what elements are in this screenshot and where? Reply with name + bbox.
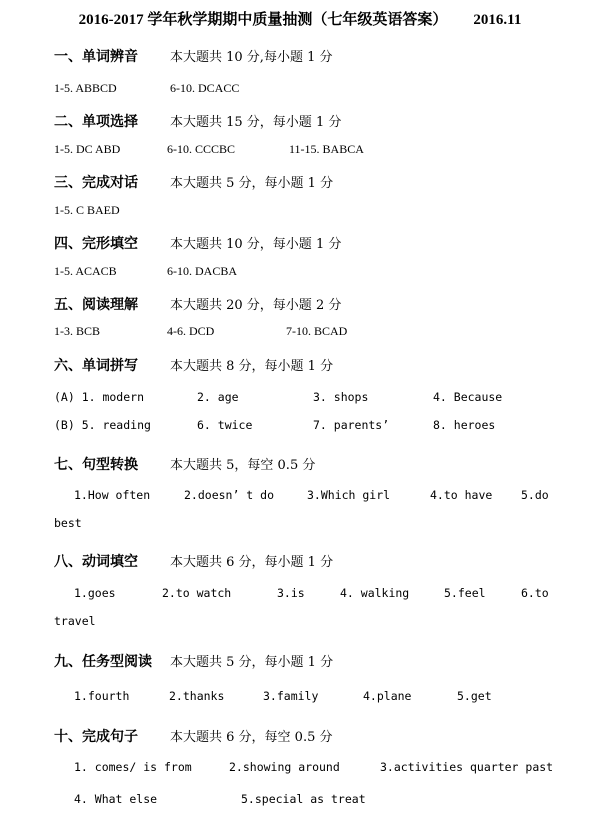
answer-s10-1: 1. comes/ is from [74, 760, 192, 774]
section-10-title: 十、完成句子 [54, 729, 138, 745]
answer-s2-2: 6-10. CCCBC [167, 142, 236, 156]
title-date: 2016.11 [473, 12, 522, 28]
answer-s7-5-cont: best [54, 516, 82, 530]
answer-s8-2: 2.to watch [162, 586, 232, 600]
section-6-title: 六、单词拼写 [54, 358, 138, 374]
page-title [0, 8, 600, 29]
answer-s8-1: 1.goes [74, 586, 116, 600]
answer-s8-5: 5.feel [444, 586, 486, 600]
section-10-desc: 本大题共 6 分，每空 0.5 分 [170, 730, 333, 745]
section-5-desc: 本大题共 20 分，每小题 2 分 [170, 298, 342, 313]
answer-s6-5: (B) 5. reading [54, 418, 151, 432]
section-2-header [54, 111, 341, 131]
answer-s9-1: 1.fourth [74, 689, 130, 703]
section-7-title: 七、句型转换 [54, 457, 138, 473]
answer-s6-8: 8. heroes [433, 418, 496, 432]
answer-s4-1: 1-5. ACACB [54, 264, 117, 278]
answer-s9-5: 5.get [457, 689, 492, 703]
answer-s6-2: 2. age [197, 390, 239, 404]
answer-s10-5: 5.special as treat [241, 792, 366, 806]
answer-s4-2: 6-10. DACBA [167, 264, 238, 278]
section-2-title: 二、单项选择 [54, 114, 138, 130]
section-6-desc: 本大题共 8 分，每小题 1 分 [170, 359, 334, 374]
section-8-desc: 本大题共 6 分，每小题 1 分 [170, 555, 334, 570]
answer-s7-5: 5.do [521, 488, 549, 502]
answer-s8-6: 6.to [521, 586, 549, 600]
answer-s9-2: 2.thanks [169, 689, 225, 703]
answer-s1-2: 6-10. DCACC [170, 81, 240, 95]
answer-s9-4: 4.plane [363, 689, 412, 703]
answer-s7-1: 1.How often [74, 488, 151, 502]
section-5-header [54, 294, 341, 314]
section-3-header [54, 172, 333, 192]
answer-s5-3: 7-10. BCAD [286, 324, 348, 338]
section-8-title: 八、动词填空 [54, 554, 138, 570]
title-main: 2016-2017 学年秋学期期中质量抽测（七年级英语答案） [78, 12, 448, 28]
section-5-title: 五、阅读理解 [54, 297, 138, 313]
answer-s6-4: 4. Because [433, 390, 503, 404]
answer-s2-1: 1-5. DC ABD [54, 142, 121, 156]
section-1-title: 一、单词辨音 [54, 49, 138, 65]
section-10-header [54, 726, 332, 746]
answer-s8-3: 3.is [277, 586, 305, 600]
answer-s10-3: 3.activities quarter past [380, 760, 554, 774]
answer-s6-7: 7. parents’ [313, 418, 390, 432]
answer-s5-1: 1-3. BCB [54, 324, 101, 338]
answer-s7-2: 2.doesn’ t do [184, 488, 275, 502]
section-9-title: 九、任务型阅读 [54, 654, 152, 670]
answer-s6-3: 3. shops [313, 390, 369, 404]
section-2-desc: 本大题共 15 分，每小题 1 分 [170, 115, 342, 130]
answer-s8-4: 4. walking [340, 586, 410, 600]
answer-s7-3: 3.Which girl [307, 488, 391, 502]
answer-s2-3: 11-15. BABCA [289, 142, 364, 156]
section-6-header [54, 355, 333, 375]
section-7-desc: 本大题共 5，每空 0.5 分 [170, 458, 316, 473]
section-9-header [54, 651, 333, 671]
section-3-title: 三、完成对话 [54, 175, 138, 191]
section-1-desc: 本大题共 10 分,每小题 1 分 [170, 50, 333, 65]
section-4-header [54, 233, 341, 253]
answer-s5-2: 4-6. DCD [167, 324, 215, 338]
answer-s8-6-cont: travel [54, 614, 96, 628]
answer-s1-1: 1-5. ABBCD [54, 81, 117, 95]
answer-s6-6: 6. twice [197, 418, 253, 432]
answer-s10-2: 2.showing around [229, 760, 340, 774]
section-1-header [54, 46, 332, 66]
section-9-desc: 本大题共 5 分，每小题 1 分 [170, 655, 334, 670]
section-3-desc: 本大题共 5 分，每小题 1 分 [170, 176, 334, 191]
answer-s3-1: 1-5. C BAED [54, 203, 120, 217]
section-4-title: 四、完形填空 [54, 236, 138, 252]
section-7-header [54, 454, 315, 474]
answer-s9-3: 3.family [263, 689, 319, 703]
answer-s6-1: (A) 1. modern [54, 390, 145, 404]
section-4-desc: 本大题共 10 分，每小题 1 分 [170, 237, 342, 252]
answer-s7-4: 4.to have [430, 488, 493, 502]
answer-s10-4: 4. What else [74, 792, 158, 806]
section-8-header [54, 551, 333, 571]
